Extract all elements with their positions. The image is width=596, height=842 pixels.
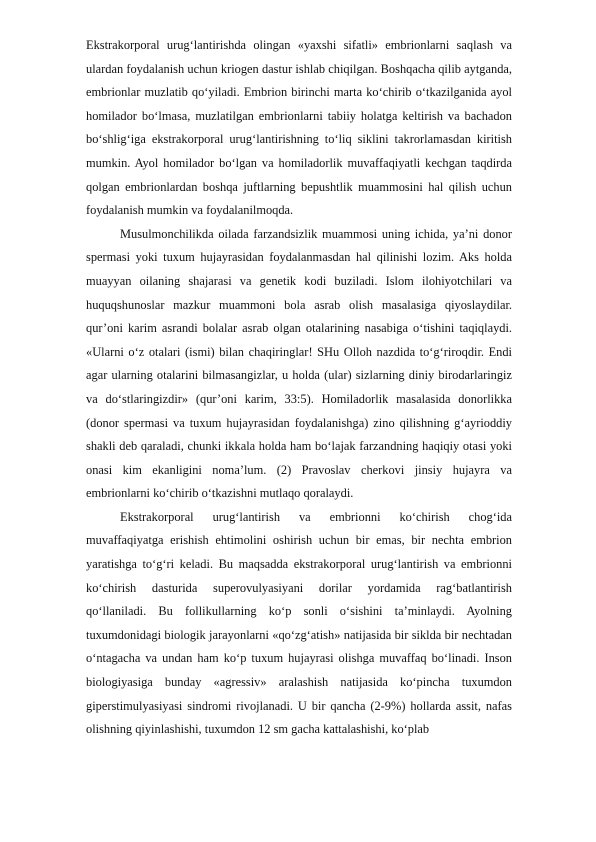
body-text — [86, 34, 512, 742]
paragraph-1: Ekstrakorporal urug‘lantirishda olingan «yaxshi sifatli» embrionlarni saqlash va ulardan foydalanish uchun kriogen dastur ishlab chiqilgan. Boshqacha qilib aytganda, embrionlar muzlatib qo‘yiladi. Embrion birinchi marta ko‘chirib o‘tkazilganida ayol homilador bo‘lmasa, muzlatilgan embrionlarni tabiiy holatga keltirish va bachadon bo‘shlig‘iga ekstrakorporal urug‘lantirishning to‘liq siklini takrorlamasdan kiritish mumkin. Ayol homilador bo‘lgan va homiladorlik muvaffaqiyatli kechgan taqdirda qolgan embrionlardan boshqa juftlarning bepushtlik muammosini hal qilish uchun foydalanish mumkin va foydalanilmoqda. — [86, 38, 512, 218]
paragraph-3: Ekstrakorporal urug‘lantirish va embrionni ko‘chirish chog‘ida muvaffaqiyatga erishish ehtimolini oshirish uchun bir emas, bir nechta embrion yaratishga to‘g‘ri keladi. Bu maqsadda ekstrakorporal urug‘lantirish va embrionni ko‘chirish dasturida superovulyasiyani dorilar yordamida rag‘batlantirish qo‘llaniladi. Bu follikullarning ko‘p sonli o‘sishini ta’minlaydi. Ayolning tuxumdonidagi biologik jarayonlarni «qo‘zg‘atish» natijasida bir siklda bir nechtadan o‘ntagacha va undan ham ko‘p tuxum hujayrasi olishga muvaffaq bo‘linadi. Inson biologiyasiga bunday «agressiv» aralashish natijasida ko‘pincha tuxumdon giperstimulyasiyasi sindromi rivojlanadi. U bir qancha (2-9%) hollarda assit, nafas olishning qiyinlashishi, tuxumdon 12 sm gacha kattalashishi, ko‘plab — [86, 509, 512, 737]
paragraph-2: Musulmonchilikda oilada farzandsizlik muammosi uning ichida, ya’ni donor spermasi yoki tuxum hujayrasidan foydalanmasdan hal qilinishi lozim. Aks holda muayyan oilaning shajarasi va genetik kodi buziladi. Islom ilohiyotchilari va huquqshunoslar mazkur muammoni bola asrab olish masalasiga qiyoslaydilar. qur’oni karim asrandi bolalar asrab olgan otalarining nasabiga o‘tishini taqiqlaydi. «Ularni o‘z otalari (ismi) bilan chaqiringlar! SHu Olloh nazdida to‘g‘riroqdir. Endi agar ularning otalarini bilmasangizlar, u holda (ular) sizlarning diniy birodarlaringiz va do‘stlaringizdir» (qur’oni karim, 33:5). Homiladorlik masalasida donorlikka (donor spermasi va tuxum hujayrasidan foydalanishga) zino qilishning g‘ayrioddiy shakli deb qaraladi, chunki ikkala holda ham bo‘lajak farzandning haqiqiy otasi yoki onasi kim ekanligini noma’lum. (2) Pravoslav cherkovi jinsiy hujayra va embrionlarni ko‘chirib o‘tkazishni mutlaqo qoralaydi. — [86, 226, 512, 501]
